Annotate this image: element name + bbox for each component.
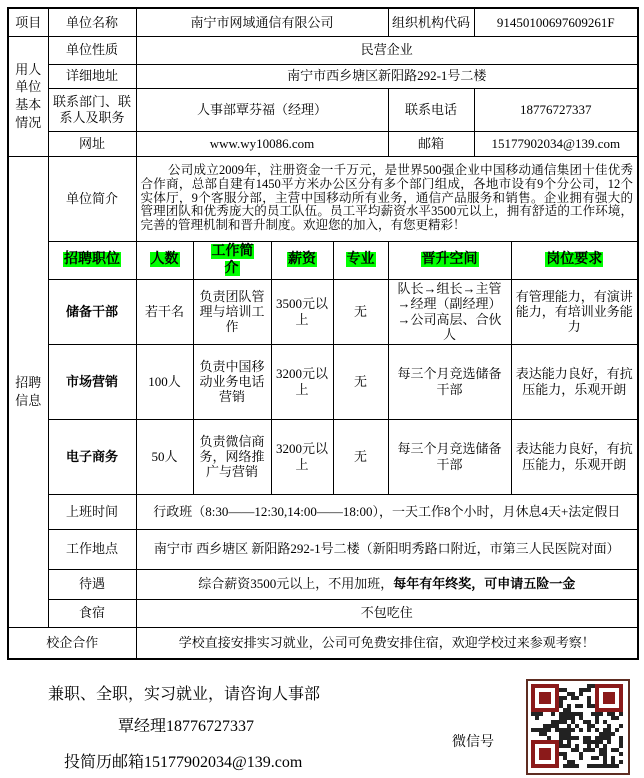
qr-code-image	[531, 684, 625, 770]
job-requirement: 表达能力良好，有抗压能力，乐观开朗	[511, 344, 638, 419]
table-row	[8, 36, 638, 64]
job-header-row	[8, 241, 638, 279]
unit-nature-label: 单位性质	[48, 36, 136, 64]
email-label: 邮箱	[388, 131, 474, 156]
board-value: 不包吃住	[136, 599, 638, 627]
profile-value: 公司成立2009年，注册资金一千万元，是世界500强企业中国移动通信集团十佳优秀合作商，总部自建有1450平方米办公区分有多个部门组成，各地市设有9个分公司，12个实体厅，9个客服分部，主营中国移动所有业务，通信产品服务和销售。企业拥有强大的管理团队和优秀庞大的员工队伍。员工平均薪资水平3500元以上，拥有舒适的工作环境，完善的管理机制和晋升制度。欢迎您的加入，有您更精彩！	[136, 156, 638, 241]
job-major: 无	[333, 344, 388, 419]
job-promotion: 每三个月竞选储备干部	[388, 344, 511, 419]
sidebar-recruit-info-label: 招聘信息	[15, 374, 42, 408]
job-duty: 负责微信商务，网络推广与营销	[193, 419, 271, 494]
header-major: 专业	[333, 241, 388, 279]
job-duty: 负责团队管理与培训工作	[193, 279, 271, 344]
job-count: 50人	[136, 419, 193, 494]
table-row	[8, 529, 638, 569]
table-row	[8, 131, 638, 156]
table-row	[8, 627, 638, 659]
table-row	[8, 494, 638, 529]
unit-name-value: 南宁市网域通信有限公司	[136, 8, 388, 36]
job-title: 电子商务	[48, 419, 136, 494]
table-row	[8, 599, 638, 627]
website-value: www.wy10086.com	[136, 131, 388, 156]
footer-consult-text: 兼职、全职，实习就业，请咨询人事部	[48, 686, 321, 703]
job-salary: 3200元以上	[271, 344, 333, 419]
header-salary: 薪资	[271, 241, 333, 279]
job-promotion: 队长→组长→主管→经理（副经理）→公司高层、合伙人	[388, 279, 511, 344]
job-count: 若干名	[136, 279, 193, 344]
org-code-value: 91450100697609261F	[474, 8, 638, 36]
footer-resume-email: 投简历邮箱15177902034@139.com	[64, 754, 303, 771]
work-time-value: 行政班（8:30——12:30,14:00——18:00），一天工作8个小时，月休息4天+法定假日	[136, 494, 638, 529]
cooperation-value: 学校直接安排实习就业，公司可免费安排住宿，欢迎学校过来参观考察！	[136, 627, 638, 659]
cooperation-label: 校企合作	[8, 627, 136, 659]
email-value: 15177902034@139.com	[474, 131, 638, 156]
footer-manager-phone: 覃经理18776727337	[118, 718, 255, 735]
job-title: 市场营销	[48, 344, 136, 419]
org-code-label: 组织机构代码	[388, 8, 474, 36]
table-row	[8, 64, 638, 88]
job-salary: 3200元以上	[271, 419, 333, 494]
work-time-label: 上班时间	[48, 494, 136, 529]
job-requirement: 表达能力良好，有抗压能力，乐观开朗	[511, 419, 638, 494]
table-row	[8, 156, 638, 241]
job-major: 无	[333, 419, 388, 494]
job-row	[8, 419, 638, 494]
wechat-qr-code-icon	[526, 679, 630, 775]
location-label: 工作地点	[48, 529, 136, 569]
contact-label: 联系部门、联系人及职务	[48, 88, 136, 131]
welfare-label: 待遇	[48, 569, 136, 599]
phone-label: 联系电话	[388, 88, 474, 131]
sidebar-recruit-info	[8, 156, 48, 627]
job-requirement: 有管理能力，有演讲能力，有培训业务能力	[511, 279, 638, 344]
job-salary: 3500元以上	[271, 279, 333, 344]
item-header-cell: 项目	[8, 8, 48, 36]
header-promotion: 晋升空间	[388, 241, 511, 279]
wechat-label: 微信号	[452, 735, 494, 750]
unit-nature-value: 民营企业	[136, 36, 638, 64]
table-row	[8, 88, 638, 131]
address-label: 详细地址	[48, 64, 136, 88]
address-value: 南宁市西乡塘区新阳路292-1号二楼	[136, 64, 638, 88]
location-value: 南宁市 西乡塘区 新阳路292-1号二楼（新阳明秀路口附近，市第三人民医院对面）	[136, 529, 638, 569]
welfare-bold-text: 每年有年终奖，可申请五险一金	[393, 576, 576, 592]
sidebar-basic-info-label: 用人单位基本情况	[15, 61, 42, 130]
welfare-value	[136, 569, 638, 599]
job-duty: 负责中国移动业务电话营销	[193, 344, 271, 419]
job-promotion: 每三个月竞选储备干部	[388, 419, 511, 494]
header-requirement: 岗位要求	[511, 241, 638, 279]
table-row	[8, 569, 638, 599]
header-job-desc: 工作简介	[193, 241, 271, 279]
recruitment-table	[7, 7, 639, 660]
board-label: 食宿	[48, 599, 136, 627]
phone-value: 18776727337	[474, 88, 638, 131]
contact-value: 人事部覃芬福（经理）	[136, 88, 388, 131]
website-label: 网址	[48, 131, 136, 156]
table-row	[8, 8, 638, 36]
job-title: 储备干部	[48, 279, 136, 344]
unit-name-label: 单位名称	[48, 8, 136, 36]
sidebar-basic-info	[8, 36, 48, 156]
job-row	[8, 344, 638, 419]
job-major: 无	[333, 279, 388, 344]
job-count: 100人	[136, 344, 193, 419]
job-row	[8, 279, 638, 344]
header-job-title: 招聘职位	[48, 241, 136, 279]
profile-label: 单位简介	[48, 156, 136, 241]
welfare-normal-text: 综合薪资3500元以上，不用加班，	[198, 576, 394, 592]
header-headcount: 人数	[136, 241, 193, 279]
